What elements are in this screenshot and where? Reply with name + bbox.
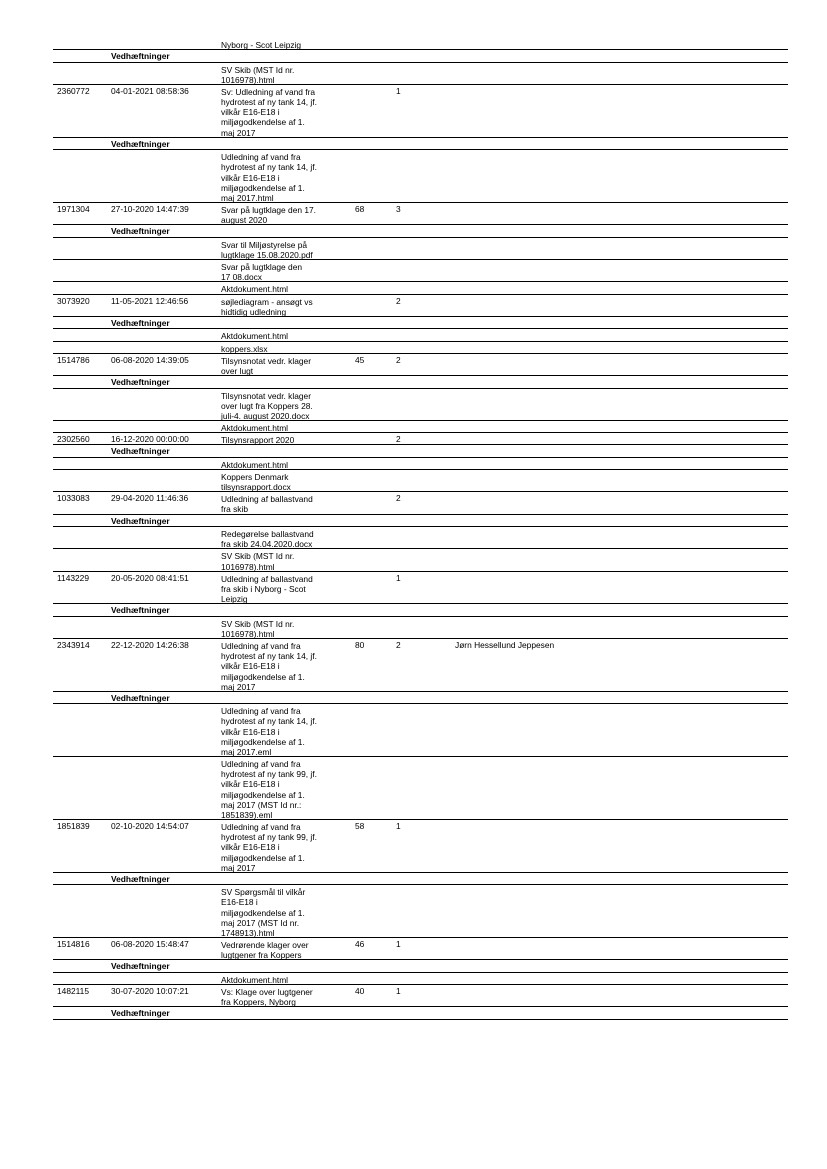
record-id: 2302560 bbox=[57, 434, 90, 445]
attachment-filename-line: vilkår E16-E18 i bbox=[221, 172, 280, 183]
record-date: 04-01-2021 08:58:36 bbox=[111, 85, 189, 96]
attachment-row bbox=[53, 549, 788, 571]
attachments-label: Vedhæftninger bbox=[111, 446, 170, 457]
attachment-row bbox=[53, 282, 788, 294]
attachments-header-row bbox=[53, 960, 788, 973]
record-date: 22-12-2020 14:26:38 bbox=[111, 640, 189, 651]
record-attachment-count: 2 bbox=[396, 493, 401, 504]
record-title-line: fra skib bbox=[221, 504, 248, 515]
record-title bbox=[221, 822, 343, 873]
record-title-line: fra Koppers, Nyborg bbox=[221, 997, 296, 1008]
record-attachment-count: 1 bbox=[396, 986, 401, 997]
attachment-filename-line: fra skib 24.04.2020.docx bbox=[221, 539, 313, 550]
attachment-filename-line: SV Skib (MST Id nr. bbox=[221, 618, 295, 629]
record-date: 29-04-2020 11:46:36 bbox=[111, 493, 189, 504]
record-title bbox=[221, 987, 343, 1007]
record-title-line: Sv: Udledning af vand fra bbox=[221, 86, 316, 97]
attachment-filename bbox=[221, 262, 343, 282]
attachments-header-row bbox=[53, 138, 788, 151]
record-title bbox=[221, 297, 343, 317]
attachment-filename bbox=[221, 619, 343, 639]
record-title-line: miljøgodkendelse af 1. bbox=[221, 671, 305, 682]
attachments-header-row bbox=[53, 692, 788, 705]
attachment-filename-line: Svar på lugtklage den bbox=[221, 262, 303, 273]
record-title-line: fra skib i Nyborg - Scot bbox=[221, 583, 306, 594]
record-title bbox=[221, 435, 343, 445]
record-title bbox=[221, 574, 343, 604]
attachment-filename-line: maj 2017.eml bbox=[221, 746, 272, 757]
record-title bbox=[221, 356, 343, 376]
attachments-label: Vedhæftninger bbox=[111, 51, 170, 62]
record-row bbox=[53, 492, 788, 514]
attachment-filename-line: hydrotest af ny tank 99, jf. bbox=[221, 769, 317, 780]
attachment-filename-line: 1016978).html bbox=[221, 74, 275, 85]
attachment-filename-line: Redegørelse ballastvand bbox=[221, 529, 314, 540]
record-title-line: Leipzig bbox=[221, 594, 248, 605]
record-date: 16-12-2020 00:00:00 bbox=[111, 434, 189, 445]
record-date: 06-08-2020 14:39:05 bbox=[111, 354, 189, 365]
record-title-line: vilkår E16-E18 i bbox=[221, 842, 280, 853]
attachment-filename-line: juli-4. august 2020.docx bbox=[221, 410, 310, 421]
attachment-filename-line: Aktdokument.html bbox=[221, 284, 289, 295]
attachment-filename bbox=[221, 551, 343, 571]
record-row bbox=[53, 433, 788, 445]
record-title-line: Tilsynsnotat vedr. klager bbox=[221, 355, 311, 366]
record-title-line: hydrotest af ny tank 14, jf. bbox=[221, 97, 317, 108]
continuation-row bbox=[53, 38, 788, 50]
attachment-filename-line: tilsynsrapport.docx bbox=[221, 482, 291, 493]
attachment-filename-line: miljøgodkendelse af 1. bbox=[221, 907, 305, 918]
attachment-filename-line: Svar til Miljøstyrelse på bbox=[221, 239, 308, 250]
record-title-line: over lugt bbox=[221, 365, 254, 376]
record-size: 58 bbox=[355, 821, 365, 832]
attachment-row bbox=[53, 329, 788, 341]
record-title-line: hidtidig udledning bbox=[221, 306, 287, 317]
attachments-label: Vedhæftninger bbox=[111, 605, 170, 616]
attachment-filename bbox=[221, 759, 343, 820]
attachment-filename-line: maj 2017 (MST Id nr. bbox=[221, 917, 300, 928]
record-attachment-count: 2 bbox=[396, 640, 401, 651]
attachments-header-row bbox=[53, 873, 788, 886]
attachment-filename-line: hydrotest af ny tank 14, jf. bbox=[221, 716, 317, 727]
record-id: 2360772 bbox=[57, 85, 90, 96]
attachment-filename-line: lugtklage 15.08.2020.pdf bbox=[221, 250, 313, 260]
attachment-row bbox=[53, 617, 788, 639]
record-date: 02-10-2020 14:54:07 bbox=[111, 821, 189, 832]
record-title-line: hydrotest af ny tank 99, jf. bbox=[221, 832, 317, 843]
record-row bbox=[53, 85, 788, 138]
record-title bbox=[221, 87, 343, 138]
attachments-header-row bbox=[53, 515, 788, 528]
record-id: 1143229 bbox=[57, 572, 89, 583]
attachment-filename-line: hydrotest af ny tank 14, jf. bbox=[221, 162, 317, 173]
attachment-filename-line: Tilsynsnotat vedr. klager bbox=[221, 390, 311, 401]
attachments-label: Vedhæftninger bbox=[111, 138, 170, 149]
record-attachment-count: 1 bbox=[396, 572, 401, 583]
record-title bbox=[221, 494, 343, 514]
attachment-filename-line: miljøgodkendelse af 1. bbox=[221, 182, 305, 193]
attachment-row bbox=[53, 973, 788, 985]
attachment-filename bbox=[221, 152, 343, 203]
record-row bbox=[53, 985, 788, 1007]
record-title-line: vilkår E16-E18 i bbox=[221, 661, 280, 672]
attachment-filename-line: Aktdokument.html bbox=[221, 331, 289, 342]
attachments-header-row bbox=[53, 445, 788, 458]
attachment-filename bbox=[221, 344, 343, 354]
attachment-filename bbox=[221, 284, 343, 294]
record-title-line: søjlediagram - ansøgt vs bbox=[221, 296, 313, 307]
attachments-header-row bbox=[53, 376, 788, 389]
attachment-row bbox=[53, 260, 788, 282]
record-size: 80 bbox=[355, 640, 365, 651]
record-title bbox=[221, 940, 343, 960]
record-size: 46 bbox=[355, 939, 365, 950]
attachment-filename bbox=[221, 331, 343, 341]
attachment-row bbox=[53, 470, 788, 492]
record-id: 1514816 bbox=[57, 939, 90, 950]
attachment-filename bbox=[221, 460, 343, 470]
record-date: 27-10-2020 14:47:39 bbox=[111, 204, 189, 215]
record-title bbox=[221, 641, 343, 692]
attachment-filename bbox=[221, 65, 343, 85]
attachment-filename-line: over lugt fra Koppers 28. bbox=[221, 400, 313, 411]
attachments-label: Vedhæftninger bbox=[111, 226, 170, 237]
attachment-filename-line: SV Spørgsmål til vilkår bbox=[221, 887, 306, 898]
attachment-filename-line: SV Skib (MST Id nr. bbox=[221, 64, 295, 75]
attachment-filename-line: 1851839).eml bbox=[221, 809, 273, 820]
record-title-line: Udledning af vand fra bbox=[221, 641, 301, 652]
record-title-line: Svar på lugtklage den 17. bbox=[221, 205, 316, 216]
attachment-row bbox=[53, 527, 788, 549]
record-attachment-count: 2 bbox=[396, 434, 401, 445]
record-title-line: miljøgodkendelse af 1. bbox=[221, 117, 305, 128]
record-id: 1514786 bbox=[57, 354, 90, 365]
record-row bbox=[53, 820, 788, 873]
record-title-line: vilkår E16-E18 i bbox=[221, 107, 280, 118]
attachment-filename-line: vilkår E16-E18 i bbox=[221, 726, 280, 737]
attachment-row bbox=[53, 389, 788, 421]
record-title-line: Udledning af ballastvand bbox=[221, 573, 313, 584]
attachment-filename-line: Aktdokument.html bbox=[221, 459, 289, 470]
record-id: 2343914 bbox=[57, 640, 90, 651]
attachment-row bbox=[53, 757, 788, 820]
attachment-filename-line: Aktdokument.html bbox=[221, 423, 289, 434]
attachment-row bbox=[53, 342, 788, 354]
attachment-filename-line: Aktdokument.html bbox=[221, 974, 289, 985]
attachment-filename bbox=[221, 423, 343, 433]
attachment-filename-line: 17 08.docx bbox=[221, 272, 262, 283]
attachment-filename-line: Udledning af vand fra bbox=[221, 152, 301, 163]
attachment-filename-line: maj 2017.html bbox=[221, 192, 274, 203]
attachment-filename bbox=[221, 240, 343, 260]
record-id: 1482115 bbox=[57, 986, 89, 997]
attachment-filename bbox=[221, 472, 343, 492]
attachments-label: Vedhæftninger bbox=[111, 377, 170, 388]
record-title-line: maj 2017 bbox=[221, 681, 256, 692]
record-attachment-count: 3 bbox=[396, 204, 401, 215]
attachment-filename bbox=[221, 529, 343, 549]
record-row bbox=[53, 203, 788, 225]
attachments-label: Vedhæftninger bbox=[111, 317, 170, 328]
record-owner: Jørn Hessellund Jeppesen bbox=[455, 640, 555, 651]
record-size: 40 bbox=[355, 986, 365, 997]
document-table bbox=[53, 38, 788, 1020]
attachments-label: Vedhæftninger bbox=[111, 515, 170, 526]
record-row bbox=[53, 354, 788, 376]
attachment-filename-line: miljøgodkendelse af 1. bbox=[221, 736, 305, 747]
record-title-line: Udledning af ballastvand bbox=[221, 494, 313, 505]
attachments-label: Vedhæftninger bbox=[111, 873, 170, 884]
record-id: 1851839 bbox=[57, 821, 90, 832]
record-row bbox=[53, 572, 788, 604]
attachment-row bbox=[53, 885, 788, 938]
attachments-header-row bbox=[53, 317, 788, 330]
record-title-line: august 2020 bbox=[221, 215, 268, 226]
record-id: 1033083 bbox=[57, 493, 90, 504]
attachment-filename-line: 1016978).html bbox=[221, 628, 275, 639]
record-title-line: Vs: Klage over lugtgener bbox=[221, 987, 313, 998]
attachment-filename-line: Koppers Denmark bbox=[221, 472, 289, 482]
attachment-row bbox=[53, 238, 788, 260]
attachment-filename-line: E16-E18 i bbox=[221, 897, 258, 908]
record-id: 1971304 bbox=[57, 204, 90, 215]
attachment-filename-line: SV Skib (MST Id nr. bbox=[221, 551, 295, 562]
record-attachment-count: 2 bbox=[396, 354, 401, 365]
attachments-header-row bbox=[53, 604, 788, 617]
attachment-filename bbox=[221, 887, 343, 938]
record-title-line: hydrotest af ny tank 14, jf. bbox=[221, 651, 317, 662]
attachment-filename bbox=[221, 706, 343, 757]
attachment-filename-line: 1748913).html bbox=[221, 927, 275, 938]
record-title-line: lugtgener fra Koppers bbox=[221, 950, 302, 961]
record-row bbox=[53, 938, 788, 960]
record-title-line: Vedrørende klager over bbox=[221, 940, 309, 951]
attachment-filename-line: vilkår E16-E18 i bbox=[221, 779, 280, 790]
attachments-label: Vedhæftninger bbox=[111, 692, 170, 703]
attachment-row bbox=[53, 458, 788, 470]
attachment-filename-line: miljøgodkendelse af 1. bbox=[221, 789, 305, 800]
attachment-filename-line: koppers.xlsx bbox=[221, 343, 268, 354]
record-title bbox=[221, 40, 343, 50]
attachment-filename-line: Udledning af vand fra bbox=[221, 759, 301, 770]
record-row bbox=[53, 295, 788, 317]
record-id: 3073920 bbox=[57, 295, 90, 306]
record-title-line: maj 2017 bbox=[221, 127, 256, 138]
record-date: 20-05-2020 08:41:51 bbox=[111, 572, 189, 583]
record-attachment-count: 1 bbox=[396, 85, 401, 96]
attachment-row bbox=[53, 421, 788, 433]
record-date: 30-07-2020 10:07:21 bbox=[111, 986, 189, 997]
attachment-filename-line: maj 2017 (MST Id nr.: bbox=[221, 799, 302, 810]
record-title-line: Nyborg - Scot Leipzig bbox=[221, 40, 302, 50]
attachment-row bbox=[53, 150, 788, 203]
record-date: 06-08-2020 15:48:47 bbox=[111, 939, 189, 950]
attachment-filename bbox=[221, 975, 343, 985]
record-size: 45 bbox=[355, 354, 365, 365]
record-row bbox=[53, 639, 788, 692]
record-title-line: Tilsynsrapport 2020 bbox=[221, 435, 295, 446]
record-title bbox=[221, 205, 343, 225]
attachment-row bbox=[53, 704, 788, 757]
attachment-filename bbox=[221, 391, 343, 421]
record-date: 11-05-2021 12:46:56 bbox=[111, 295, 189, 306]
record-attachment-count: 2 bbox=[396, 295, 401, 306]
attachments-label: Vedhæftninger bbox=[111, 961, 170, 972]
attachment-filename-line: Udledning af vand fra bbox=[221, 706, 301, 717]
record-title-line: maj 2017 bbox=[221, 862, 256, 873]
record-title-line: Udledning af vand fra bbox=[221, 822, 301, 833]
record-title-line: miljøgodkendelse af 1. bbox=[221, 852, 305, 863]
record-attachment-count: 1 bbox=[396, 821, 401, 832]
attachments-header-row bbox=[53, 1007, 788, 1020]
record-attachment-count: 1 bbox=[396, 939, 401, 950]
record-size: 68 bbox=[355, 204, 365, 215]
attachments-header-row bbox=[53, 50, 788, 63]
attachment-filename-line: 1016978).html bbox=[221, 561, 275, 572]
attachments-label: Vedhæftninger bbox=[111, 1008, 170, 1019]
attachments-header-row bbox=[53, 225, 788, 238]
attachment-row bbox=[53, 63, 788, 85]
